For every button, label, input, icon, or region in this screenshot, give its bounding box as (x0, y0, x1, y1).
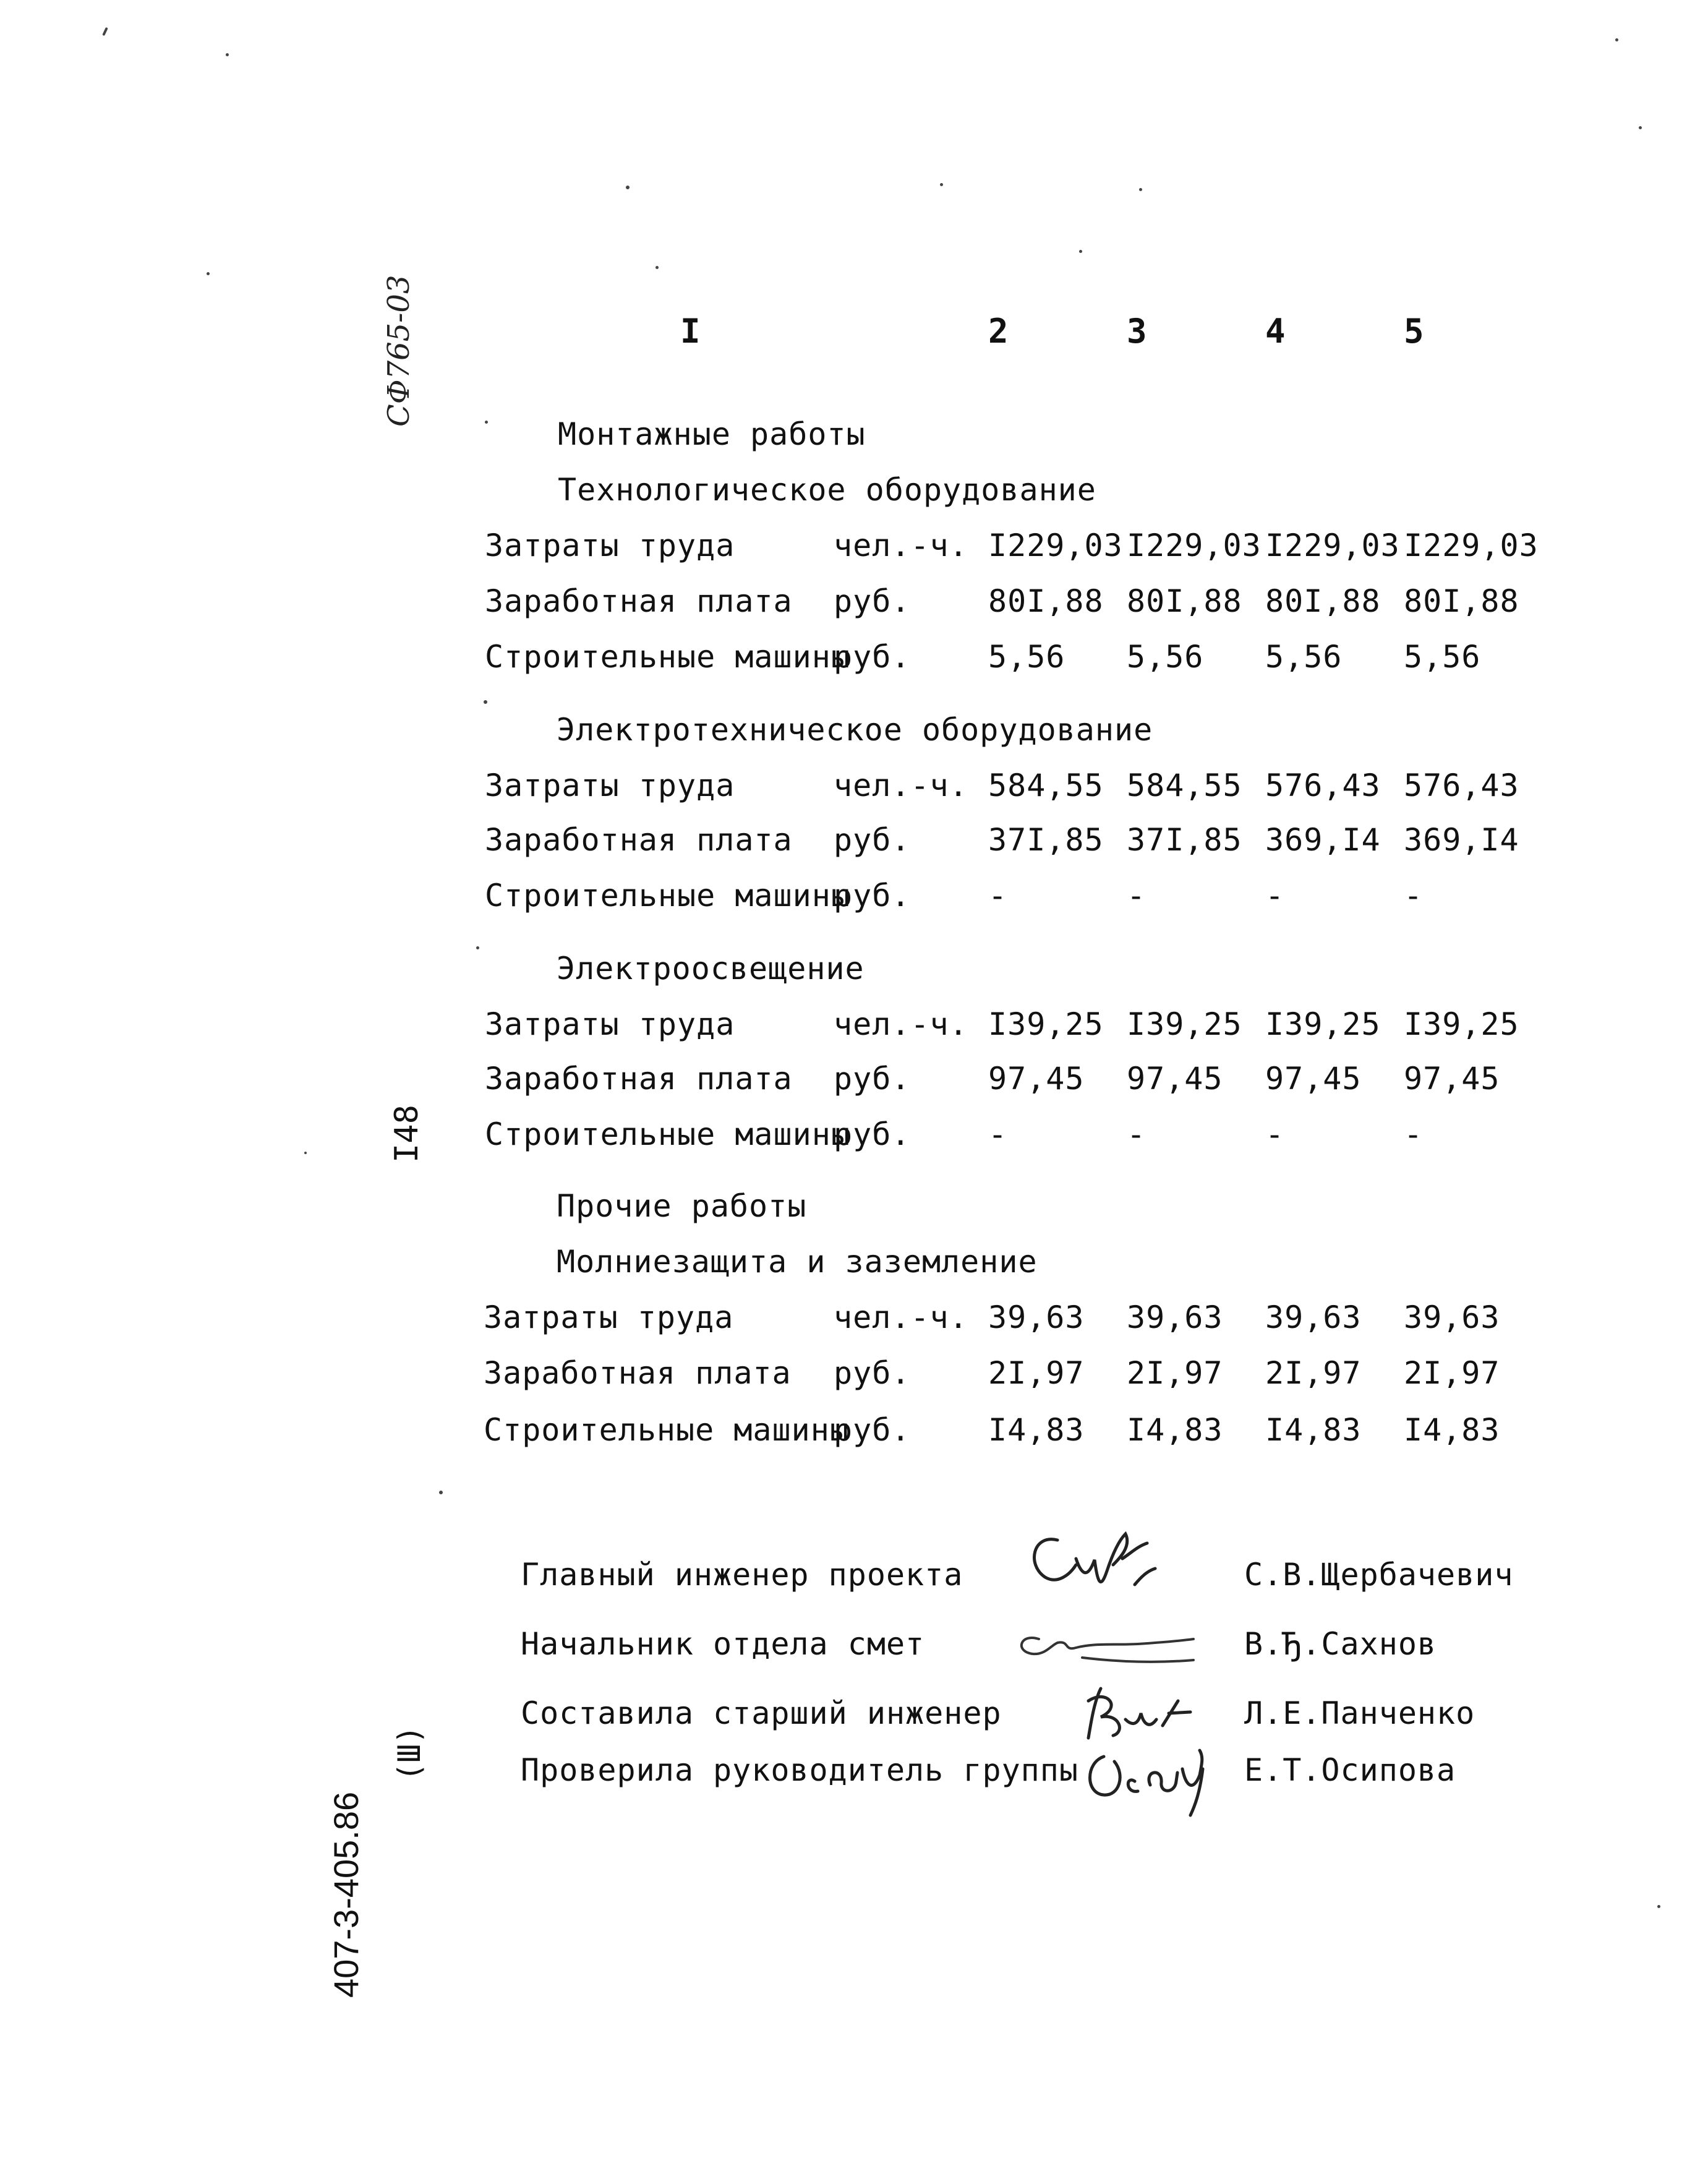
row-label: Затраты труда (485, 1006, 735, 1042)
row-label: Заработная плата (485, 583, 793, 619)
subsection-heading: Электротехническое оборудование (557, 712, 1153, 748)
row-label: Строительные машины (484, 1412, 849, 1448)
cell-value: I229,03 (1127, 528, 1262, 563)
cell-value: 39,63 (988, 1299, 1085, 1335)
column-number: 3 (1127, 312, 1147, 351)
row-label: Затраты труда (485, 528, 735, 563)
cell-value: 369,I4 (1265, 822, 1381, 858)
cell-value: 80I,88 (1404, 583, 1519, 619)
section-heading: Прочие работы (557, 1188, 807, 1224)
cell-value: 97,45 (1265, 1061, 1362, 1097)
cell-value: I39,25 (1404, 1006, 1519, 1042)
cell-value: 584,55 (1127, 768, 1242, 803)
cell-value: - (1265, 1116, 1285, 1152)
row-unit: чел.-ч. (834, 768, 968, 803)
page-number: I48 (388, 1105, 425, 1163)
cell-value: - (1127, 1116, 1146, 1152)
row-label: Строительные машины (485, 639, 850, 675)
cell-value: 80I,88 (1127, 583, 1242, 619)
cell-value: I4,83 (1404, 1412, 1500, 1448)
cell-value: 5,56 (988, 639, 1065, 675)
row-unit: руб. (834, 822, 911, 858)
scan-speck (476, 946, 479, 949)
cell-value: 2I,97 (1265, 1355, 1362, 1391)
cell-value: I39,25 (1127, 1006, 1242, 1042)
cell-value: - (1265, 878, 1285, 914)
scan-speck (304, 1152, 307, 1154)
column-number: 2 (988, 312, 1009, 351)
cell-value: 5,56 (1127, 639, 1204, 675)
scan-speck (940, 183, 943, 186)
cell-value: 2I,97 (988, 1355, 1085, 1391)
cell-value: 584,55 (988, 768, 1104, 803)
scan-speck (226, 53, 229, 56)
archive-code: СФ765-03 (382, 275, 416, 427)
scan-speck (485, 421, 488, 424)
scan-speck (1615, 38, 1618, 41)
row-label: Строительные машины (485, 878, 850, 914)
row-label: Заработная плата (485, 1061, 793, 1097)
cell-value: 39,63 (1404, 1299, 1500, 1335)
cell-value: 5,56 (1265, 639, 1343, 675)
cell-value: 39,63 (1265, 1299, 1362, 1335)
column-number: 5 (1404, 312, 1424, 351)
signatory-role: Проверила руководитель группы (521, 1752, 1078, 1788)
scan-speck (626, 186, 630, 189)
scan-speck (484, 700, 487, 704)
scan-speck (439, 1491, 443, 1494)
cell-value: - (1404, 878, 1424, 914)
cell-value: 2I,97 (1404, 1355, 1500, 1391)
cell-value: 97,45 (1404, 1061, 1500, 1097)
scan-speck (102, 27, 108, 36)
signatory-name: В.Ђ.Сахнов (1244, 1626, 1437, 1662)
scan-speck (1079, 250, 1082, 253)
document-number: 407-3-405.86 (327, 1791, 365, 1998)
cell-value: 80I,88 (1265, 583, 1381, 619)
cell-value: 576,43 (1265, 768, 1381, 803)
signatory-name: Л.Е.Панченко (1244, 1695, 1475, 1731)
handwritten-signature (1076, 1732, 1218, 1818)
cell-value: - (1127, 878, 1146, 914)
row-unit: чел.-ч. (834, 1006, 968, 1042)
row-unit: руб. (834, 878, 911, 914)
cell-value: 80I,88 (988, 583, 1104, 619)
signatory-name: С.В.Щербачевич (1244, 1557, 1514, 1593)
row-unit: руб. (834, 583, 911, 619)
cell-value: I229,03 (1265, 528, 1400, 563)
signatory-role: Начальник отдела смет (521, 1626, 925, 1662)
cell-value: I39,25 (1265, 1006, 1381, 1042)
subsection-heading: Электроосвещение (557, 951, 865, 987)
cell-value: I4,83 (1265, 1412, 1362, 1448)
cell-value: 97,45 (1127, 1061, 1223, 1097)
row-label: Затраты труда (485, 768, 735, 803)
cell-value: I229,03 (1404, 528, 1539, 563)
row-label: Заработная плата (484, 1355, 792, 1391)
cell-value: 37I,85 (988, 822, 1104, 858)
column-number: 4 (1265, 312, 1286, 351)
cell-value: I39,25 (988, 1006, 1104, 1042)
row-unit: руб. (834, 1412, 911, 1448)
scan-speck (1139, 188, 1142, 191)
column-number: I (680, 312, 701, 351)
row-unit: чел.-ч. (834, 1299, 968, 1335)
handwritten-signature (1014, 1515, 1175, 1602)
volume-marker: (Ш) (391, 1725, 427, 1781)
scan-speck (655, 266, 659, 269)
scan-speck (1639, 126, 1642, 129)
cell-value: 39,63 (1127, 1299, 1223, 1335)
cell-value: I4,83 (1127, 1412, 1223, 1448)
row-label: Затраты труда (484, 1299, 734, 1335)
row-unit: руб. (834, 1116, 911, 1152)
section-heading: Монтажные работы (558, 416, 866, 452)
cell-value: I4,83 (988, 1412, 1085, 1448)
cell-value: 5,56 (1404, 639, 1481, 675)
row-label: Заработная плата (485, 822, 793, 858)
subsection-heading: Технологическое оборудование (558, 472, 1096, 508)
scan-speck (1657, 1905, 1660, 1908)
cell-value: 2I,97 (1127, 1355, 1223, 1391)
row-unit: руб. (834, 639, 911, 675)
cell-value: - (988, 1116, 1008, 1152)
row-unit: руб. (834, 1061, 911, 1097)
cell-value: 97,45 (988, 1061, 1085, 1097)
signatory-role: Главный инженер проекта (521, 1557, 963, 1593)
cell-value: 576,43 (1404, 768, 1519, 803)
subsection-heading: Молниезащита и заземление (557, 1244, 1038, 1280)
handwritten-signature (989, 1608, 1224, 1676)
signatory-name: Е.Т.Осипова (1244, 1752, 1456, 1788)
cell-value: 369,I4 (1404, 822, 1519, 858)
row-label: Строительные машины (485, 1116, 850, 1152)
cell-value: 37I,85 (1127, 822, 1242, 858)
row-unit: чел.-ч. (834, 528, 968, 563)
cell-value: I229,03 (988, 528, 1123, 563)
cell-value: - (1404, 1116, 1424, 1152)
scan-speck (207, 272, 210, 275)
signatory-role: Составила старший инженер (521, 1695, 1002, 1731)
cell-value: - (988, 878, 1008, 914)
row-unit: руб. (834, 1355, 911, 1391)
